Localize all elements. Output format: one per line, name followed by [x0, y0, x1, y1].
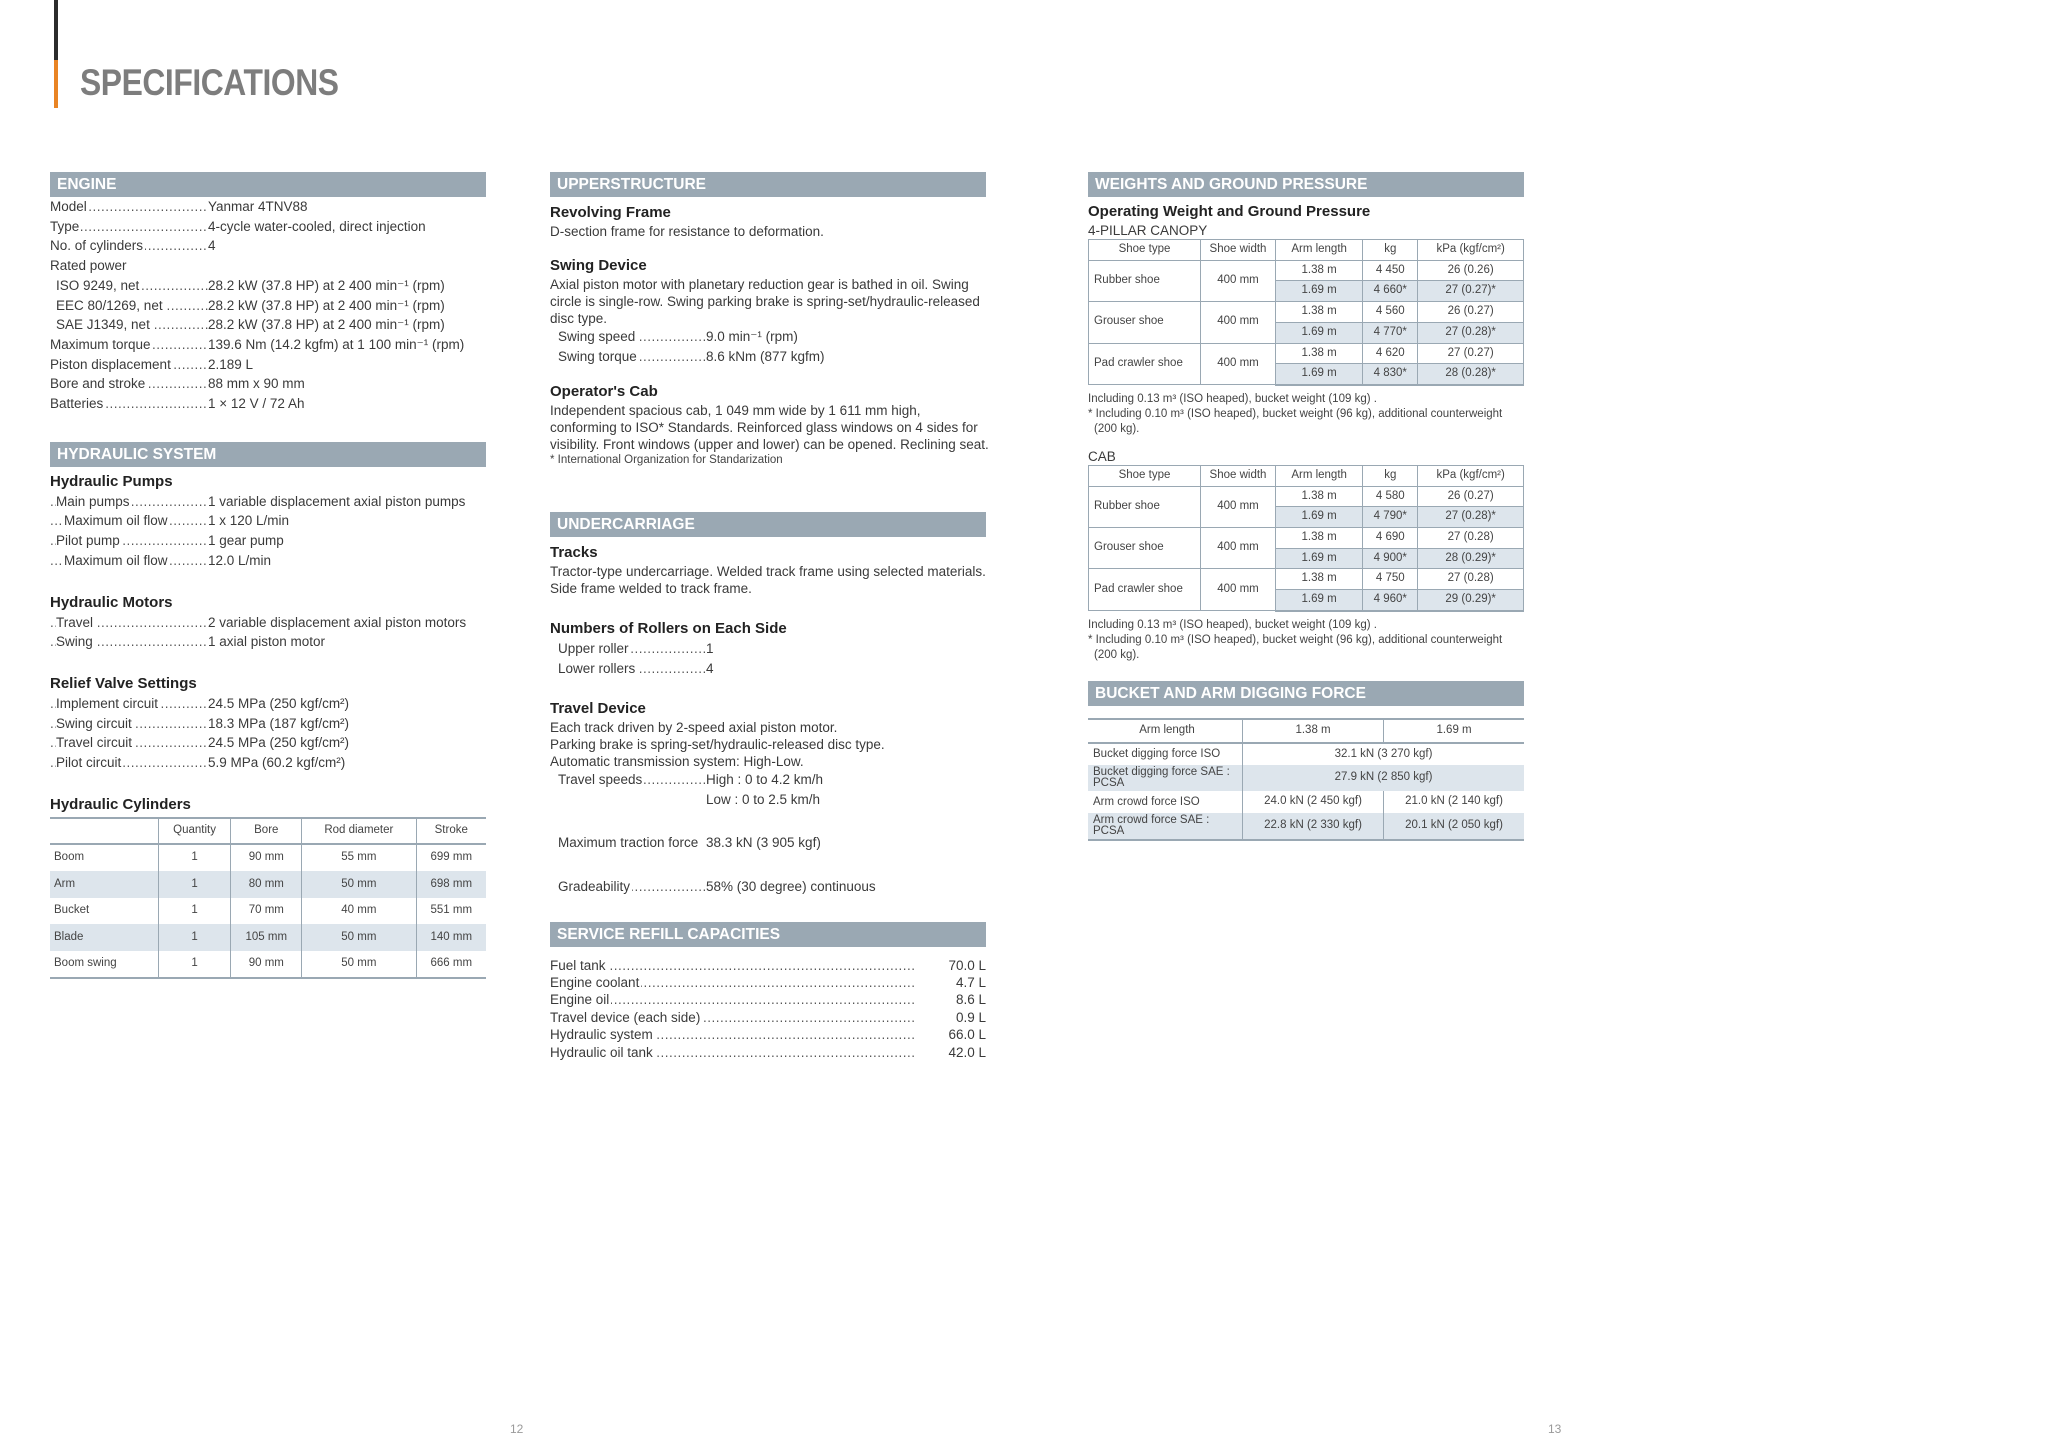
table-cell: 40 mm: [302, 898, 416, 925]
table-cell: 90 mm: [231, 951, 302, 979]
column-header: kPa (kgf/cm²): [1418, 465, 1524, 486]
table-cell: 1.38 m: [1276, 569, 1363, 590]
spec-row: [50, 531, 486, 551]
spec-row: [56, 276, 486, 296]
refill-label: Engine oil: [550, 992, 610, 1008]
spec-label: Maximum oil flow: [64, 552, 168, 568]
table-cell: 90 mm: [231, 844, 302, 872]
table-cell: 1.38 m: [1276, 343, 1363, 364]
table-cell: 28 (0.29)*: [1418, 548, 1524, 569]
row-label: Bucket digging force ISO: [1093, 747, 1221, 760]
spec-value: 1 axial piston motor: [208, 634, 326, 650]
refill-label: Engine coolant: [550, 975, 640, 991]
table-row: [50, 924, 486, 951]
table-cell: 1: [158, 898, 231, 925]
table-cell: 4 660*: [1363, 281, 1418, 302]
table-cell: Bucket: [54, 904, 90, 917]
refill-value: 66.0 L: [948, 1027, 986, 1043]
table-row: [1088, 743, 1524, 766]
column-right: [1088, 172, 1524, 841]
table-row: [1089, 569, 1524, 590]
spec-value: 2 variable displacement axial piston motors: [208, 614, 467, 630]
table-cell: 1.69 m: [1276, 281, 1363, 302]
refill-row: [550, 1009, 986, 1026]
column-header: kg: [1363, 465, 1418, 486]
spec-row: [50, 613, 486, 633]
spec-label: Main pumps: [56, 493, 130, 509]
hydraulic-pumps-specs: [50, 492, 486, 571]
spec-value: 9.0 min⁻¹ (rpm): [706, 329, 798, 344]
table-cell: 1.69 m: [1276, 364, 1363, 385]
table-cell: 551 mm: [416, 898, 486, 925]
table-cell: 50 mm: [302, 951, 416, 979]
table-cell: 27 (0.28): [1418, 528, 1524, 549]
refill-row: [550, 1044, 986, 1061]
column-header: Quantity: [158, 818, 231, 844]
table-cell: 27 (0.27): [1418, 343, 1524, 364]
table-cell: 80 mm: [231, 871, 302, 898]
swing-device-title: Swing Device: [550, 257, 647, 274]
spec-value: 5.9 MPa (60.2 kgf/cm²): [208, 755, 346, 771]
spec-value: 18.3 MPa (187 kgf/cm²): [208, 715, 350, 731]
weights-header: WEIGHTS AND GROUND PRESSURE: [1088, 172, 1524, 197]
page-number-left: 12: [510, 1422, 524, 1436]
spec-value: 24.5 MPa (250 kgf/cm²): [208, 735, 350, 751]
shoe-type-cell: Rubber shoe: [1089, 486, 1201, 527]
canopy-note-3: (200 kg).: [1094, 422, 1140, 435]
table-cell: 26 (0.26): [1418, 260, 1524, 281]
shoe-width-cell: 400 mm: [1201, 486, 1276, 527]
canopy-note-2: * Including 0.10 m³ (ISO heaped), bucket weight (96 kg), additional counterweight: [1088, 407, 1503, 420]
table-row: [1089, 260, 1524, 281]
table-cell: 4 830*: [1363, 364, 1418, 385]
spec-row: [50, 492, 486, 512]
table-header-row: [50, 818, 486, 844]
traction-row: [550, 833, 986, 853]
refill-value: 0.9 L: [955, 1009, 986, 1025]
spec-row: [56, 315, 486, 335]
weights-title: Operating Weight and Ground Pressure: [1088, 203, 1371, 220]
table-cell: 32.1 kN (3 270 kgf): [1243, 743, 1525, 766]
column-header: Shoe width: [1201, 465, 1276, 486]
spec-row: [50, 394, 486, 414]
refill-value: 8.6 L: [955, 992, 986, 1008]
tracks-text-1: Tractor-type undercarriage. Welded track frame using selected materials.: [550, 564, 986, 580]
table-cell: 4 960*: [1363, 590, 1418, 611]
table-cell: 105 mm: [231, 924, 302, 951]
spec-row: [50, 217, 486, 237]
hydraulic-pumps-title: Hydraulic Pumps: [50, 472, 173, 490]
gradeability-label: Gradeability: [558, 878, 631, 894]
cab-text-1: Independent spacious cab, 1 049 mm wide by 1 611 mm high,: [550, 403, 921, 419]
spec-value: 1 gear pump: [208, 533, 284, 549]
rollers-specs: [550, 639, 986, 678]
shoe-width-cell: 400 mm: [1201, 343, 1276, 385]
column-header: Rod diameter: [302, 818, 416, 844]
swing-device-text-3: disc type.: [550, 311, 608, 326]
rated-power-specs: [50, 276, 486, 335]
spec-value: 1 × 12 V / 72 Ah: [208, 396, 305, 412]
table-cell: 1.69 m: [1276, 322, 1363, 343]
table-row: [1088, 813, 1524, 840]
shoe-width-cell: 400 mm: [1201, 528, 1276, 569]
spec-row: [558, 659, 986, 679]
swing-specs: [550, 327, 986, 366]
spec-label: No. of cylinders: [50, 238, 144, 254]
table-cell: 27.9 kN (2 850 kgf): [1243, 765, 1525, 791]
cab-text-2: conforming to ISO* Standards. Reinforced glass windows on 4 sides for: [550, 420, 978, 436]
cab-note-1: Including 0.13 m³ (ISO heaped), bucket weight (109 kg) .: [1088, 618, 1377, 631]
table-row: [50, 951, 486, 979]
spec-value: 28.2 kW (37.8 HP) at 2 400 min⁻¹ (rpm): [208, 317, 445, 333]
spec-value: 4: [208, 238, 216, 254]
canopy-label: 4-PILLAR CANOPY: [1088, 223, 1208, 238]
refill-row: [550, 957, 986, 974]
table-row: [50, 898, 486, 925]
column-header: Arm length: [1276, 465, 1363, 486]
engine-specs-2: [50, 335, 486, 414]
spec-label: EEC 80/1269, net: [56, 297, 163, 313]
travel-device-title: Travel Device: [550, 699, 646, 717]
tracks-text-2: Side frame welded to track frame.: [550, 581, 752, 597]
spec-value: Yanmar 4TNV88: [208, 199, 308, 214]
refill-value: 4.7 L: [955, 975, 986, 991]
spec-row: [50, 511, 486, 531]
cab-footnote: * International Organization for Standarization: [550, 454, 783, 467]
table-cell: 1.69 m: [1276, 507, 1363, 528]
table-cell: 22.8 kN (2 330 kgf): [1243, 813, 1384, 840]
spec-label: SAE J1349, net: [56, 317, 150, 333]
shoe-width-cell: 400 mm: [1201, 569, 1276, 611]
refill-header: SERVICE REFILL CAPACITIES: [550, 922, 986, 947]
gradeability-value: 58% (30 degree) continuous: [706, 878, 876, 894]
title-accent-bar-dark: [54, 0, 58, 60]
table-cell: 1.38 m: [1276, 302, 1363, 323]
table-row: [50, 844, 486, 872]
table-cell: 1: [158, 871, 231, 898]
table-cell: 4 770*: [1363, 322, 1418, 343]
table-cell: 1.69 m: [1276, 590, 1363, 611]
traction-label: Maximum traction force: [558, 835, 699, 851]
spec-row: [50, 694, 486, 714]
shoe-type-cell: Grouser shoe: [1089, 302, 1201, 343]
revolving-frame-text: D-section frame for resistance to deformation.: [550, 224, 824, 239]
spec-label: ISO 9249, net: [56, 277, 140, 293]
hydraulic-cylinders-title: Hydraulic Cylinders: [50, 795, 191, 813]
canopy-weights-table: [1088, 239, 1524, 386]
table-cell: 50 mm: [302, 924, 416, 951]
spec-row: [56, 296, 486, 316]
table-cell: 1.38 m: [1276, 528, 1363, 549]
relief-valve-title: Relief Valve Settings: [50, 674, 197, 692]
engine-header: ENGINE: [50, 172, 486, 197]
spec-value: 4: [706, 661, 714, 677]
spec-label: Pilot pump: [56, 533, 120, 549]
column-header: Shoe type: [1089, 465, 1201, 486]
table-cell: 1: [158, 844, 231, 872]
table-row: [1089, 343, 1524, 364]
cab-weights-table: [1088, 465, 1524, 612]
column-header: Shoe type: [1089, 240, 1201, 261]
cab-note-3: (200 kg).: [1094, 648, 1140, 661]
relief-valve-specs: [50, 694, 486, 773]
spec-value: 24.5 MPa (250 kgf/cm²): [208, 695, 350, 711]
column-header: Arm length: [1276, 240, 1363, 261]
travel-speed-high: High : 0 to 4.2 km/h: [706, 771, 824, 787]
spec-label: Swing torque: [558, 348, 637, 364]
hydraulic-cylinders-table: [50, 817, 486, 980]
travel-text-1: Each track driven by 2-speed axial piston motor.: [550, 719, 838, 735]
upperstructure-header: UPPERSTRUCTURE: [550, 172, 986, 197]
shoe-type-cell: Pad crawler shoe: [1089, 343, 1201, 385]
table-cell: Boom swing: [50, 951, 158, 979]
rated-power-label: Rated power: [50, 258, 127, 274]
hydraulic-header: HYDRAULIC SYSTEM: [50, 442, 486, 467]
spec-value: 8.6 kNm (877 kgfm): [706, 348, 825, 364]
table-cell: 4 580: [1363, 486, 1418, 507]
title-accent-bar-orange: [54, 60, 58, 108]
spec-row: [50, 374, 486, 394]
digging-force-table: [1088, 718, 1524, 841]
spec-value: 1: [706, 641, 714, 657]
table-cell: 50 mm: [302, 871, 416, 898]
spec-label: Maximum torque: [50, 336, 151, 352]
spec-row: [50, 197, 486, 217]
refill-row: [550, 974, 986, 991]
spec-value: 4-cycle water-cooled, direct injection: [208, 218, 426, 234]
table-header-row: [1089, 465, 1524, 486]
table-cell: 4 620: [1363, 343, 1418, 364]
swing-device-text-2: circle is single-row. Swing parking brake is spring-set/hydraulic-released: [550, 294, 980, 309]
table-cell: Arm: [50, 871, 158, 898]
revolving-frame-title: Revolving Frame: [550, 204, 671, 221]
cab-label: CAB: [1088, 448, 1116, 464]
travel-text-2: Parking brake is spring-set/hydraulic-released disc type.: [550, 736, 885, 752]
hydraulic-motors-specs: [50, 613, 486, 652]
table-cell: 4 790*: [1363, 507, 1418, 528]
spec-row: [50, 714, 486, 734]
spec-label: Implement circuit: [56, 695, 159, 711]
table-header-row: [1088, 719, 1524, 743]
table-cell: 140 mm: [416, 924, 486, 951]
column-middle: [550, 172, 989, 1061]
spec-label: Travel circuit: [56, 735, 133, 751]
spec-value: 1 x 120 L/min: [208, 513, 290, 529]
table-cell: 699 mm: [416, 844, 486, 872]
table-cell: 70 mm: [231, 898, 302, 925]
travel-speeds-row: [550, 770, 986, 809]
refill-value: 70.0 L: [948, 957, 986, 973]
table-row: [50, 871, 486, 898]
table-cell: 28 (0.28)*: [1418, 364, 1524, 385]
shoe-type-cell: Pad crawler shoe: [1089, 569, 1201, 611]
tracks-title: Tracks: [550, 544, 598, 562]
spec-label: Bore and stroke: [50, 376, 146, 392]
table-cell: 27 (0.27)*: [1418, 281, 1524, 302]
row-label: Bucket digging force SAE : PCSA: [1088, 765, 1243, 791]
table-cell: 20.1 kN (2 050 kgf): [1384, 813, 1524, 840]
table-cell: Blade: [50, 924, 158, 951]
table-row: [1088, 791, 1524, 813]
column-header: [50, 818, 158, 844]
table-cell: 4 560: [1363, 302, 1418, 323]
spec-row: [558, 639, 986, 659]
table-cell: 698 mm: [416, 871, 486, 898]
table-cell: 26 (0.27): [1418, 302, 1524, 323]
spec-row: [50, 355, 486, 375]
swing-device-text-1: Axial piston motor with planetary reduction gear is bathed in oil. Swing: [550, 277, 969, 292]
table-cell: 4 750: [1363, 569, 1418, 590]
spec-row: [50, 551, 486, 571]
shoe-type-cell: Rubber shoe: [1089, 260, 1201, 301]
spec-label: Batteries: [50, 396, 104, 412]
shoe-type-cell: Grouser shoe: [1089, 528, 1201, 569]
table-cell: 4 690: [1363, 528, 1418, 549]
table-cell: 666 mm: [416, 951, 486, 979]
cab-note-2: * Including 0.10 m³ (ISO heaped), bucket weight (96 kg), additional counterweight: [1088, 633, 1503, 646]
rollers-title: Numbers of Rollers on Each Side: [550, 620, 787, 638]
page-title: SPECIFICATIONS: [80, 62, 339, 103]
cab-text-3: visibility. Front windows (upper and lower) can be opened. Reclining seat.: [550, 437, 989, 453]
spec-row: [558, 327, 986, 347]
table-row: [1089, 302, 1524, 323]
gradeability-row: [550, 877, 986, 897]
spec-value: 28.2 kW (37.8 HP) at 2 400 min⁻¹ (rpm): [208, 297, 445, 313]
refill-value: 42.0 L: [948, 1044, 986, 1060]
spec-value: 12.0 L/min: [208, 552, 272, 568]
column-header: Bore: [231, 818, 302, 844]
spec-label: Type: [50, 218, 80, 234]
spec-value: 28.2 kW (37.8 HP) at 2 400 min⁻¹ (rpm): [208, 277, 445, 293]
shoe-width-cell: 400 mm: [1201, 260, 1276, 301]
spec-label: Model: [50, 199, 87, 214]
spec-label: Lower rollers: [558, 661, 636, 677]
spec-row: [50, 753, 486, 773]
column-header: Shoe width: [1201, 240, 1276, 261]
table-cell: 21.0 kN (2 140 kgf): [1384, 791, 1524, 813]
spec-label: Travel: [56, 614, 94, 630]
spec-row: [50, 335, 486, 355]
engine-specs: [50, 197, 486, 256]
spec-label: Upper roller: [558, 641, 629, 657]
spec-row: [50, 733, 486, 753]
table-row: [1088, 765, 1524, 791]
table-cell: 1: [158, 924, 231, 951]
undercarriage-header: UNDERCARRIAGE: [550, 512, 986, 537]
column-left: [50, 172, 486, 979]
table-header-row: [1089, 240, 1524, 261]
table-cell: 24.0 kN (2 450 kgf): [1243, 791, 1384, 813]
spec-label: Swing speed: [558, 329, 636, 344]
column-header: 1.69 m: [1384, 719, 1524, 743]
travel-speed-low: Low : 0 to 2.5 km/h: [706, 791, 821, 807]
refill-label: Fuel tank: [550, 957, 606, 973]
row-label: Arm crowd force SAE : PCSA: [1088, 813, 1243, 840]
refill-label: Hydraulic oil tank: [550, 1044, 653, 1060]
spec-label: Pilot circuit: [56, 755, 122, 771]
table-cell: 29 (0.29)*: [1418, 590, 1524, 611]
spec-value: 1 variable displacement axial piston pumps: [208, 493, 466, 509]
table-cell: 27 (0.28)*: [1418, 322, 1524, 343]
page-number-right: 13: [1548, 1422, 1562, 1436]
table-cell: 1: [158, 951, 231, 979]
column-header: Arm length: [1088, 719, 1243, 743]
table-cell: 55 mm: [302, 844, 416, 872]
table-row: [1089, 486, 1524, 507]
table-cell: 27 (0.28): [1418, 569, 1524, 590]
spec-value: 2.189 L: [208, 356, 254, 372]
row-label: Arm crowd force ISO: [1093, 795, 1200, 808]
table-cell: 1.38 m: [1276, 486, 1363, 507]
spec-value: 88 mm x 90 mm: [208, 376, 305, 392]
table-cell: 4 900*: [1363, 548, 1418, 569]
spec-value: 139.6 Nm (14.2 kgfm) at 1 100 min⁻¹ (rpm): [208, 336, 465, 352]
spec-label: Swing: [56, 634, 93, 650]
spec-row: [558, 347, 986, 367]
hydraulic-motors-title: Hydraulic Motors: [50, 593, 173, 611]
table-cell: 4 450: [1363, 260, 1418, 281]
traction-value: 38.3 kN (3 905 kgf): [706, 835, 821, 851]
canopy-note-1: Including 0.13 m³ (ISO heaped), bucket weight (109 kg) .: [1088, 392, 1377, 405]
spec-row: [50, 236, 486, 256]
spec-label: Maximum oil flow: [64, 513, 168, 529]
table-cell: 1.69 m: [1276, 548, 1363, 569]
refill-row: [550, 991, 986, 1008]
travel-text-3: Automatic transmission system: High-Low.: [550, 753, 804, 769]
shoe-width-cell: 400 mm: [1201, 302, 1276, 343]
digging-header: BUCKET AND ARM DIGGING FORCE: [1088, 681, 1524, 706]
column-header: kPa (kgf/cm²): [1418, 240, 1524, 261]
table-cell: 27 (0.28)*: [1418, 507, 1524, 528]
table-cell: 1.38 m: [1276, 260, 1363, 281]
spec-label: Swing circuit: [56, 715, 132, 731]
operators-cab-title: Operator's Cab: [550, 383, 658, 401]
table-cell: Boom: [54, 851, 85, 864]
refill-row: [550, 1026, 986, 1043]
travel-speeds-label: Travel speeds: [558, 771, 643, 787]
spec-label: Piston displacement: [50, 356, 171, 372]
refill-specs: [550, 957, 986, 1061]
refill-label: Hydraulic system: [550, 1027, 653, 1043]
spec-row: [50, 632, 486, 652]
table-row: [1089, 528, 1524, 549]
column-header: 1.38 m: [1243, 719, 1384, 743]
column-header: kg: [1363, 240, 1418, 261]
refill-label: Travel device (each side): [550, 1009, 701, 1025]
column-header: Stroke: [416, 818, 486, 844]
table-cell: 26 (0.27): [1418, 486, 1524, 507]
